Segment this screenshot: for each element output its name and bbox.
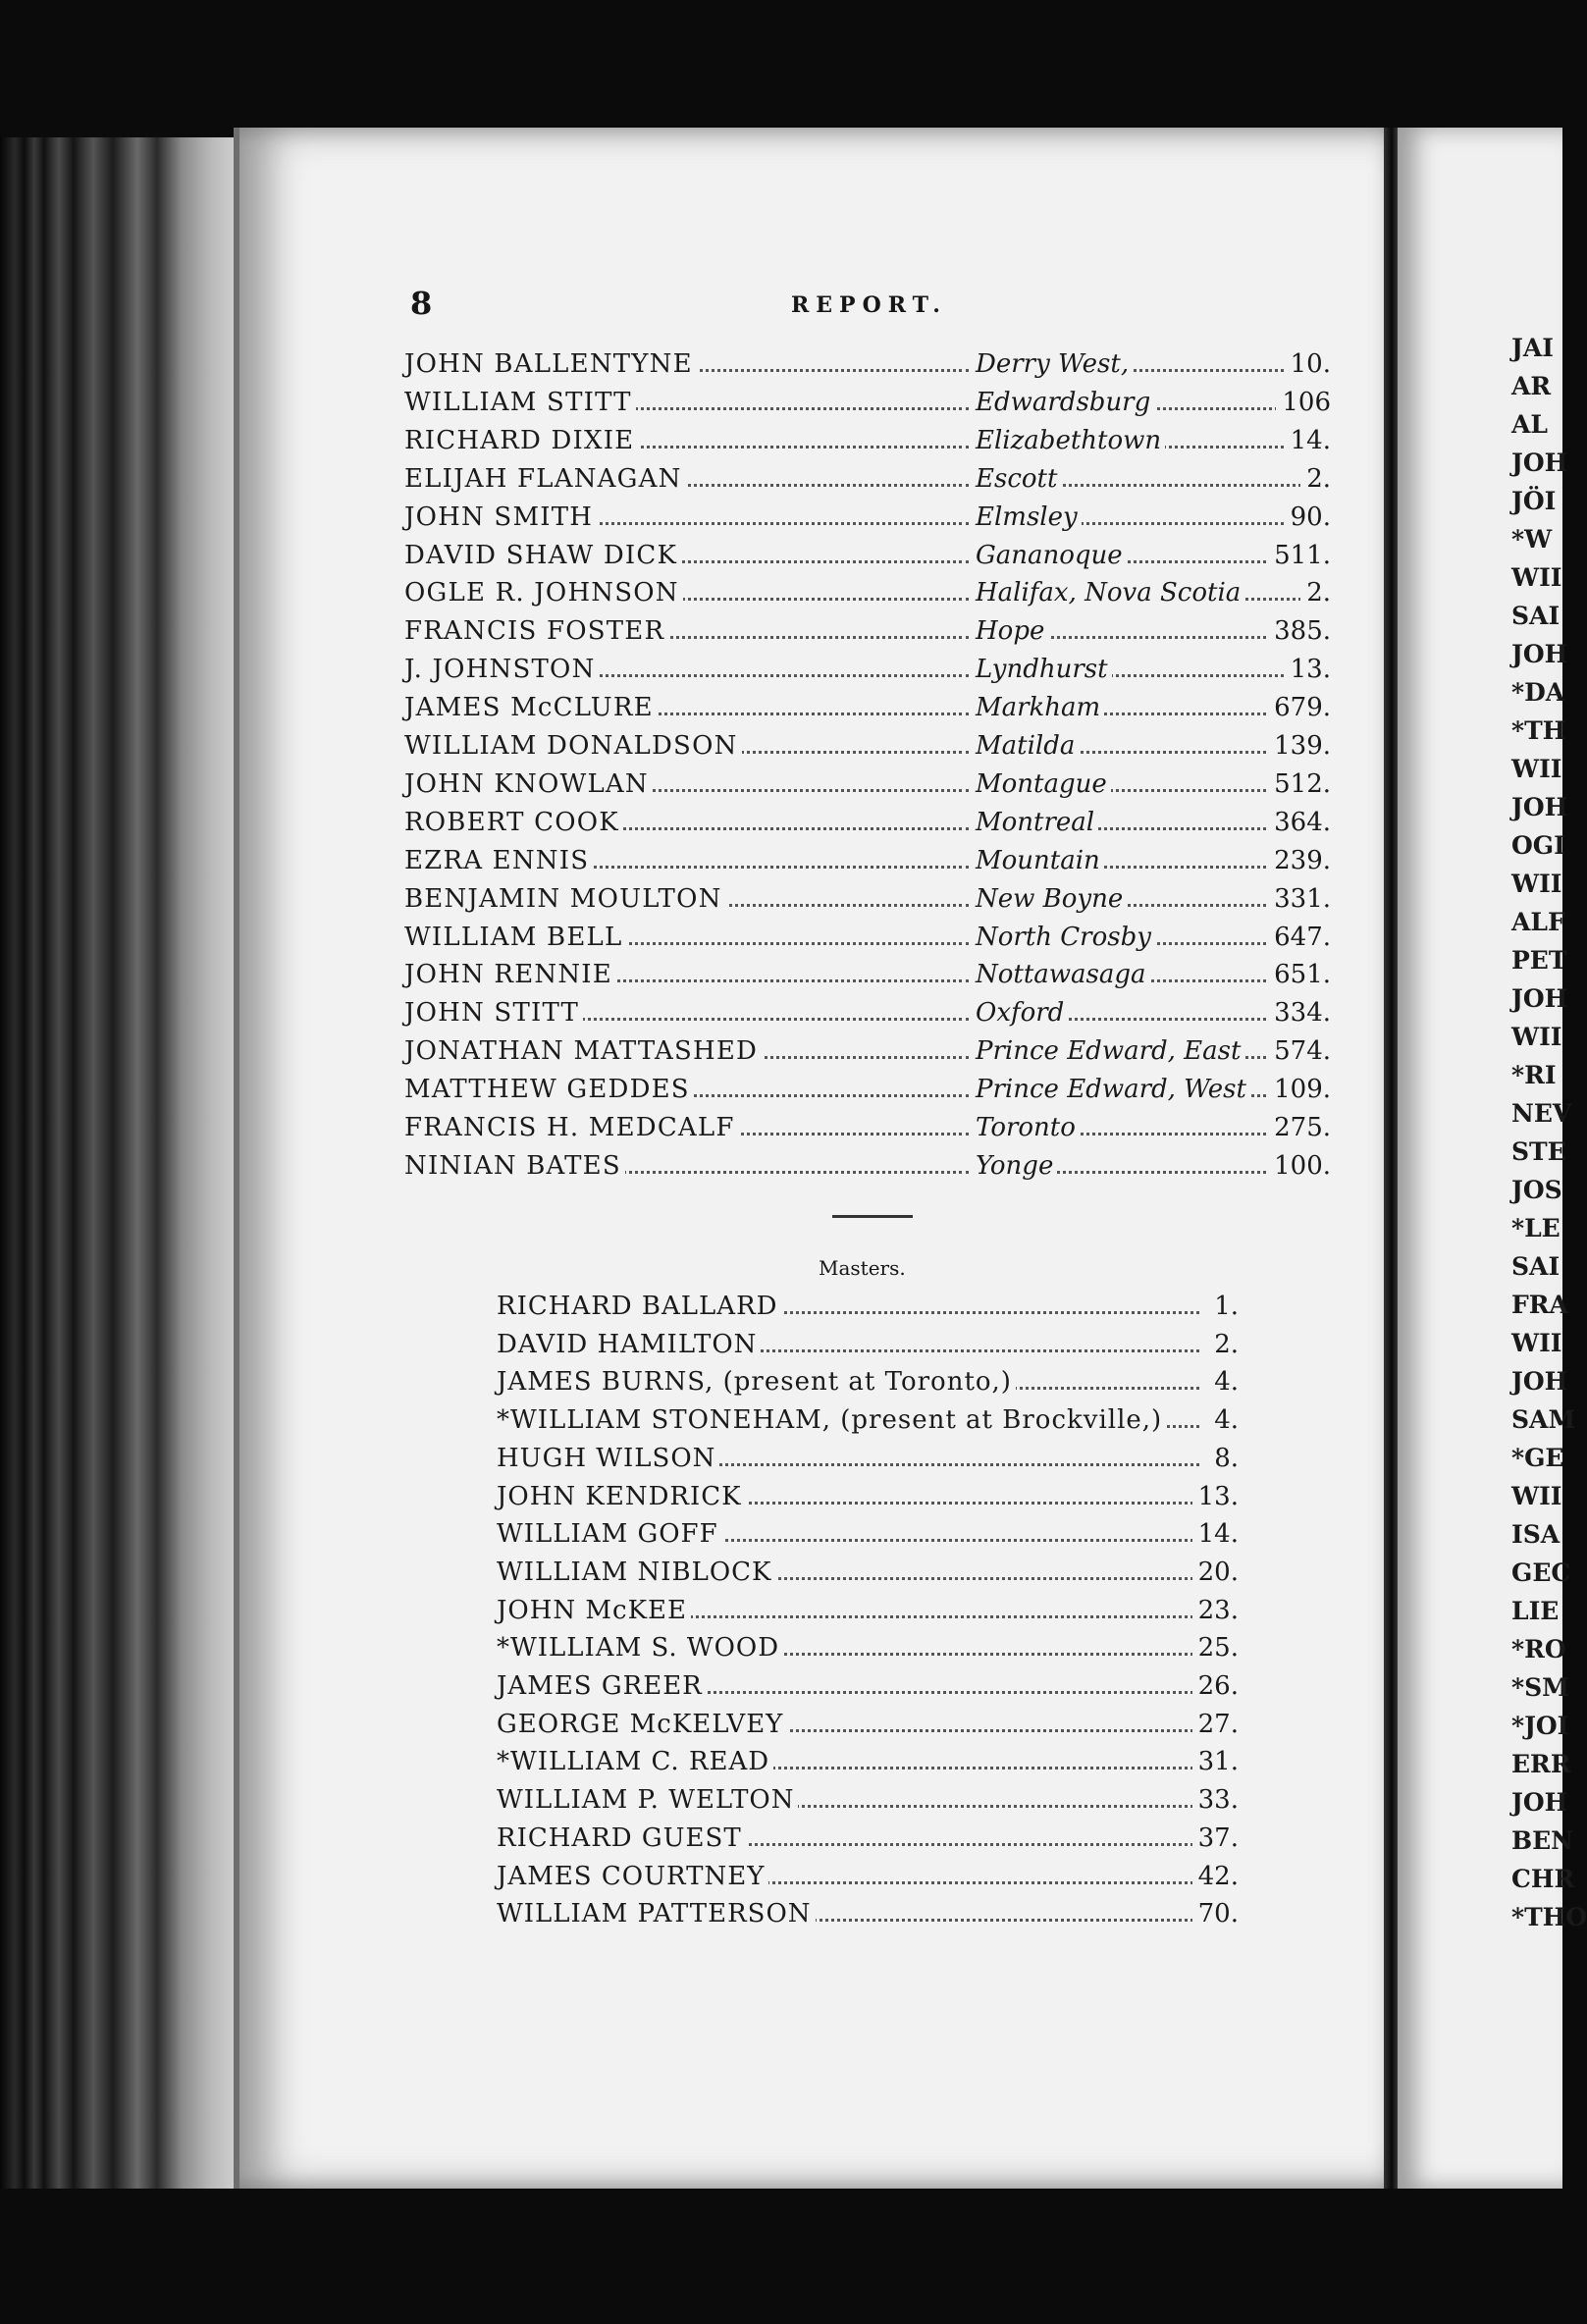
master-number: 20. [1192, 1558, 1239, 1587]
entry-name: FRANCIS H. MEDCALF [404, 1113, 739, 1142]
entry-row [404, 808, 1331, 845]
right-page-fragment: AR [1511, 372, 1552, 400]
right-page-fragment: JÖI [1511, 487, 1557, 515]
right-page-fragment: JOH [1511, 984, 1568, 1013]
entry-place: Elmsley [976, 502, 1082, 532]
entry-place: North Crosby [976, 923, 1155, 952]
right-page-fragment: ISA [1511, 1520, 1561, 1549]
master-name: GEORGE McKELVEY [497, 1710, 787, 1739]
entry-place: Oxford [976, 998, 1068, 1028]
entry-row [404, 426, 1331, 463]
master-row [497, 1367, 1239, 1404]
right-page-fragment: *SM [1511, 1673, 1569, 1702]
entry-name: ROBERT COOK [404, 808, 623, 837]
running-head: REPORT. [791, 292, 947, 318]
right-page-fragment: JAI [1511, 334, 1554, 362]
entry-row [404, 1151, 1331, 1188]
master-row [497, 1519, 1239, 1557]
right-page-fragment: PET [1511, 946, 1567, 975]
entry-place: Lyndhurst [976, 655, 1112, 684]
entry-place: Nottawasaga [976, 960, 1150, 989]
entry-name: OGLE R. JOHNSON [404, 578, 683, 607]
master-row [497, 1405, 1239, 1443]
entry-number: 100. [1268, 1151, 1331, 1181]
entry-place: Elizabethtown [976, 426, 1165, 455]
entry-name: JOHN STITT [404, 998, 583, 1028]
entry-number: 90. [1285, 502, 1331, 532]
entry-row [404, 349, 1331, 387]
master-number: 8. [1208, 1444, 1239, 1473]
entry-number: 106 [1276, 388, 1331, 417]
right-page-fragment: SAI [1511, 1252, 1561, 1281]
entry-name: JONATHAN MATTASHED [404, 1036, 762, 1066]
entry-place: Prince Edward, West [976, 1075, 1250, 1104]
entry-row [404, 541, 1331, 578]
entry-place: Hope [976, 616, 1048, 646]
entry-name: JOHN KNOWLAN [404, 769, 653, 799]
entry-place: Prince Edward, East [976, 1036, 1244, 1066]
entry-number: 109. [1268, 1075, 1331, 1104]
entry-number: 574. [1268, 1036, 1331, 1066]
entry-place: Toronto [976, 1113, 1080, 1142]
entry-row [404, 578, 1331, 615]
right-page-fragment: WII [1511, 563, 1562, 592]
master-row [497, 1558, 1239, 1595]
master-number: 37. [1192, 1823, 1239, 1853]
entry-row [404, 388, 1331, 425]
section-divider [832, 1215, 913, 1218]
right-page-fragment: ALF [1511, 908, 1565, 936]
entry-row [404, 769, 1331, 807]
entry-number: 364. [1268, 808, 1331, 837]
entry-number: 512. [1268, 769, 1331, 799]
entry-number: 651. [1268, 960, 1331, 989]
master-row [497, 1444, 1239, 1481]
entry-row [404, 616, 1331, 654]
right-page-fragment: WII [1511, 1482, 1562, 1510]
entry-place: New Boyne [976, 884, 1127, 914]
master-row [497, 1710, 1239, 1747]
entry-number: 275. [1268, 1113, 1331, 1142]
entry-row [404, 502, 1331, 540]
master-name: JAMES GREER [497, 1671, 707, 1701]
master-name: JOHN KENDRICK [497, 1482, 746, 1511]
master-number: 25. [1192, 1633, 1239, 1663]
entry-place: Escott [976, 464, 1061, 494]
right-page-fragment: *JOI [1511, 1712, 1569, 1740]
page-number: 8 [410, 285, 433, 322]
entry-place: Montreal [976, 808, 1098, 837]
entry-place: Montague [976, 769, 1111, 799]
entry-number: 385. [1268, 616, 1331, 646]
entry-row [404, 693, 1331, 730]
entry-name: EZRA ENNIS [404, 846, 593, 875]
entry-name: FRANCIS FOSTER [404, 616, 668, 646]
master-number: 4. [1208, 1405, 1239, 1435]
entry-name: ELIJAH FLANAGAN [404, 464, 686, 494]
master-name: HUGH WILSON [497, 1444, 719, 1473]
entry-name: WILLIAM BELL [404, 923, 626, 952]
right-page-fragment: *DA [1511, 678, 1565, 707]
master-number: 70. [1192, 1899, 1239, 1928]
master-row [497, 1596, 1239, 1633]
master-number: 14. [1192, 1519, 1239, 1549]
entry-name: RICHARD DIXIE [404, 426, 638, 455]
master-name: DAVID HAMILTON [497, 1330, 761, 1359]
entry-row [404, 923, 1331, 960]
entry-row [404, 1113, 1331, 1150]
entry-number: 647. [1268, 923, 1331, 952]
entry-row [404, 1036, 1331, 1074]
master-row [497, 1633, 1239, 1670]
right-page-fragment: LIE [1511, 1597, 1560, 1625]
master-row [497, 1785, 1239, 1822]
right-page-fragment: FRA [1511, 1291, 1568, 1319]
master-number: 2. [1208, 1330, 1239, 1359]
entry-place: Derry West, [976, 349, 1133, 379]
entry-name: WILLIAM DONALDSON [404, 731, 742, 761]
entry-name: JOHN RENNIE [404, 960, 616, 989]
master-name: JOHN McKEE [497, 1596, 691, 1625]
entry-number: 13. [1285, 655, 1331, 684]
master-number: 42. [1192, 1862, 1239, 1891]
right-page-fragment: SAM [1511, 1405, 1576, 1434]
right-page-fragment: NEV [1511, 1099, 1572, 1128]
right-page-fragment: JOH [1511, 793, 1568, 821]
right-page-fragment: WII [1511, 870, 1562, 898]
master-row [497, 1862, 1239, 1899]
right-page-fragment: STE [1511, 1137, 1566, 1166]
master-name: WILLIAM GOFF [497, 1519, 722, 1549]
entry-number: 2. [1300, 578, 1331, 607]
master-row [497, 1292, 1239, 1329]
entry-row [404, 960, 1331, 997]
master-number: 13. [1192, 1482, 1239, 1511]
master-number: 31. [1192, 1747, 1239, 1776]
master-number: 1. [1208, 1292, 1239, 1321]
entry-place: Halifax, Nova Scotia [976, 578, 1244, 607]
right-page-fragment: JOH [1511, 1788, 1568, 1817]
master-number: 23. [1192, 1596, 1239, 1625]
entry-place: Yonge [976, 1151, 1057, 1181]
right-page-fragment: CHR [1511, 1865, 1575, 1893]
right-page-fragment: WII [1511, 1023, 1562, 1051]
entry-row [404, 731, 1331, 768]
entry-number: 679. [1268, 693, 1331, 722]
entry-place: Matilda [976, 731, 1079, 761]
entry-number: 331. [1268, 884, 1331, 914]
entry-place: Mountain [976, 846, 1104, 875]
entry-name: DAVID SHAW DICK [404, 541, 681, 570]
entry-place: Gananoque [976, 541, 1127, 570]
master-name: *WILLIAM STONEHAM, (present at Brockville,) [497, 1405, 1166, 1435]
master-name: WILLIAM PATTERSON [497, 1899, 816, 1928]
master-name: WILLIAM NIBLOCK [497, 1558, 775, 1587]
entry-number: 14. [1285, 426, 1331, 455]
entry-row [404, 655, 1331, 692]
master-number: 27. [1192, 1710, 1239, 1739]
master-name: JAMES BURNS, (present at Toronto,) [497, 1367, 1016, 1397]
right-page-fragment: JOH [1511, 449, 1568, 477]
entry-number: 239. [1268, 846, 1331, 875]
masters-heading: Masters. [819, 1256, 906, 1280]
right-page-fragment: *RI [1511, 1061, 1557, 1089]
master-number: 26. [1192, 1671, 1239, 1701]
entry-number: 139. [1268, 731, 1331, 761]
entry-number: 334. [1268, 998, 1331, 1028]
right-page-fragment: OGI [1511, 831, 1565, 860]
right-page-fragment: *TH [1511, 716, 1566, 745]
entry-row [404, 884, 1331, 922]
right-page-fragment: WII [1511, 755, 1562, 783]
entry-name: NINIAN BATES [404, 1151, 625, 1181]
right-page-fragment: WII [1511, 1329, 1562, 1357]
right-page-fragment: *LE [1511, 1214, 1561, 1242]
entry-row [404, 846, 1331, 883]
entry-name: J. JOHNSTON [404, 655, 600, 684]
entry-row [404, 464, 1331, 502]
master-row [497, 1671, 1239, 1709]
entry-place: Markham [976, 693, 1104, 722]
right-page-fragment: AL [1511, 410, 1548, 439]
entry-name: MATTHEW GEDDES [404, 1075, 694, 1104]
entry-name: JAMES McCLURE [404, 693, 658, 722]
master-name: RICHARD GUEST [497, 1823, 746, 1853]
book-edge-left [0, 137, 245, 2189]
entry-row [404, 998, 1331, 1035]
right-page-fragment: ERR [1511, 1750, 1571, 1778]
right-page-fragment: *W [1511, 525, 1553, 554]
entry-number: 2. [1300, 464, 1331, 494]
entry-number: 10. [1285, 349, 1331, 379]
right-page-fragment: JOH [1511, 640, 1568, 668]
entry-name: JOHN BALLENTYNE [404, 349, 697, 379]
entry-row [404, 1075, 1331, 1112]
right-page-fragment: *GE [1511, 1444, 1564, 1472]
master-row [497, 1823, 1239, 1861]
master-row [497, 1747, 1239, 1784]
entry-name: JOHN SMITH [404, 502, 597, 532]
master-row [497, 1899, 1239, 1936]
entry-place: Edwardsburg [976, 388, 1154, 417]
entry-name: WILLIAM STITT [404, 388, 636, 417]
right-page-fragment: *THO [1511, 1903, 1587, 1931]
right-page-fragment: JOH [1511, 1367, 1568, 1396]
master-row [497, 1330, 1239, 1367]
right-page-fragment: *RO [1511, 1635, 1566, 1664]
master-name: JAMES COURTNEY [497, 1862, 768, 1891]
master-row [497, 1482, 1239, 1519]
right-page-fragment: GEC [1511, 1558, 1571, 1587]
right-page-fragment: JOS [1511, 1176, 1562, 1204]
master-number: 4. [1208, 1367, 1239, 1397]
master-name: *WILLIAM S. WOOD [497, 1633, 783, 1663]
entry-name: BENJAMIN MOULTON [404, 884, 726, 914]
master-name: *WILLIAM C. READ [497, 1747, 773, 1776]
master-number: 33. [1192, 1785, 1239, 1815]
master-name: WILLIAM P. WELTON [497, 1785, 798, 1815]
right-page-fragment: BEN [1511, 1826, 1574, 1855]
right-page-fragment: SAI [1511, 602, 1561, 630]
entry-number: 511. [1268, 541, 1331, 570]
master-name: RICHARD BALLARD [497, 1292, 782, 1321]
